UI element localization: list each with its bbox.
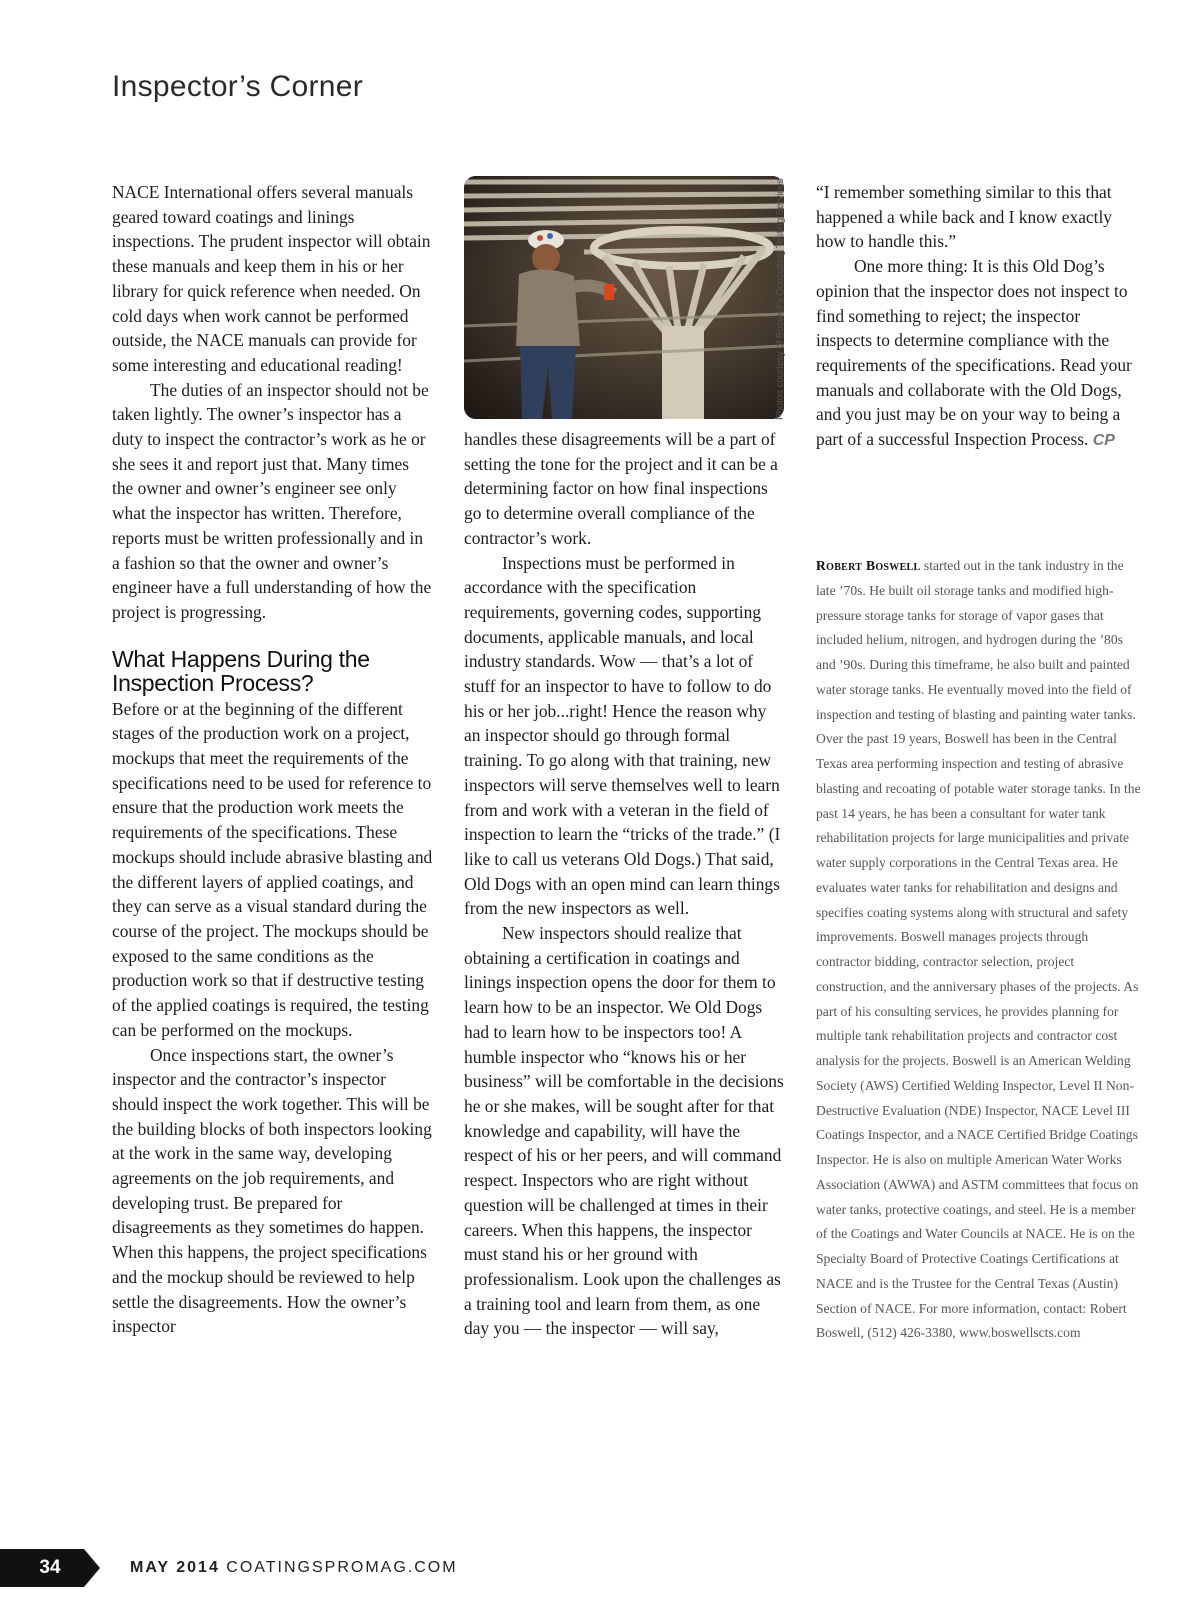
end-mark: CP [1092,432,1115,450]
paragraph: Once inspections start, the owner’s inspector and the contractor’s inspector should inspect the work together. This will be the building blocks of both inspectors looking at the work in the same way, developing agreements on the job requirements, and developing trust. Be prepared for disagreements as they sometimes do happen. When this happens, the project specifications and the mockup should be reviewed to help settle the disagreements. How the owner’s inspector [112,1044,432,1337]
section-title: Inspector’s Corner [112,70,364,103]
paragraph: NACE International offers several manuals geared toward coatings and linings inspections. The prudent inspector will obtain these manuals and keep them in his or her library for quick reference when needed. On cold days when work cannot be performed outside, the NACE manuals can provide for some interesting and educational reading! [112,182,431,375]
paragraph: Before or at the beginning of the different stages of the production work on a project, mockups that meet the requirements of the specifications need to be used for reference to ensure that the production work meets the requirements of the specifications. These mockups should include abrasive blasting and the different layers of applied coatings, and they can serve as a visual standard during the course of the project. The mockups should be exposed to the same conditions as the production work so that if destructive testing of the applied coatings is required, the testing can be performed on the mockups. [112,698,433,1040]
subheading: What Happens During the Inspection Process? [112,645,370,696]
bio-text: started out in the tank industry in the late ’70s. He built oil storage tanks and modified high-pressure storage tanks for storage of vapor gases that included helium, nitrogen, and hydrogen during the ’80s and ’90s. During this timeframe, he also built and painted water storage tanks. He eventually moved into the field of inspection and testing of blasting and painting water tanks. Over the past 19 years, Boswell has been in the Central Texas area performing inspection and testing of abrasive blasting and recoating of potable water storage tanks. In the past 14 years, he has been a consultant for water tank rehabilitation projects for large municipalities and private water supply corporations in the Central Texas area. He evaluates water tanks for rehabilitation and designs and specifies coating systems along with structural and safety improvements. Boswell manages projects through contractor bidding, contractor selection, project construction, and the anniversary phases of the projects. As part of his consulting services, he provides planning for multiple tank rehabilitation projects and contractor cost analysis for the projects. Boswell is an American Welding Society (AWS) Certified Welding Inspector, Level II Non-Destructive Evaluation (NDE) Inspector, NACE Level III Coatings Inspector, and a NACE Certified Bridge Coatings Inspector. He is also on multiple American Water Works Association (AWWA) and ASTM committees that focus on water tanks, protective coatings, and steel. He is a member of the Coatings and Water Councils at NACE. He is on the Specialty Board of Protective Coatings Certifications at NACE and is the Trustee for the Central Texas (Austin) Section of NACE. For more information, contact: Robert Boswell, (512) 426-3380, www.boswellscts.com [816,558,1141,1341]
website-link[interactable]: COATINGSPROMAG.COM [226,1559,458,1576]
footer-publication [130,1549,458,1587]
photo-credit: Photos courtesy of Boswell’s Consulting Testing Services [775,178,786,420]
paragraph: Inspections must be performed in accordance with the specification requirements, governing codes, supporting documents, applicable manuals, and local industry standards. Wow — that’s a lot of stuff for an inspector to have to follow to do his or her job...right! Hence the reason why an inspector should go through formal training. To go along with that training, new inspectors will serve themselves well to learn from and work with a veteran in the field of inspection to learn the “tricks of the trade.” (I like to call us veterans Old Dogs.) That said, Old Dogs with an open mind can learn things from the new inspectors as well. [464,552,781,919]
paragraph: The duties of an inspector should not be taken lightly. The owner’s inspector has a duty to inspect the contractor’s work as he or she sees it and report just that. Many times the owner and owner’s engineer see only what the inspector has written. Therefore, reports must be written professionally and in a fashion so that the owner and owner’s engineer have a full understanding of how the project is progressing. [112,379,432,622]
paragraph: New inspectors should realize that obtaining a certification in coatings and linings inspection opens the door for them to learn how to be an inspector. We Old Dogs had to learn how to be inspectors too! A humble inspector who “knows his or her business” will be comfortable in the decisions he or she makes, will be sought after for that knowledge and capability, will have the respect of his or her peers, and will command respect. Inspectors who are right without question will be challenged at times in their careers. When this happens, the inspector must stand his or her ground with professionalism. Look upon the challenges as a training tool and learn from them, as one day you — the inspector — will say, [464,923,784,1339]
paragraph: “I remember something similar to this that happened a while back and I know exactly how to handle this.” [816,182,1113,252]
column-2 [464,427,786,1341]
paragraph-text: One more thing: It is this Old Dog’s opinion that the inspector does not inspect to find something to reject; the inspector inspects to determine compliance with the requirements of the specifications. Read your manuals and collaborate with the Old Dogs, and you just may be on your way to being a part of a successful Inspection Process. [816,256,1132,450]
author-name: Robert Boswell [816,558,921,573]
paragraph [816,254,1138,454]
issue-date: MAY 2014 [130,1559,220,1576]
column-3 [816,180,1138,454]
inspector-photo [464,176,784,419]
photo-illustration [464,176,784,419]
author-bio [816,554,1142,1346]
page-number: 34 [39,1557,61,1578]
column-1 [112,180,434,1339]
paragraph: handles these disagreements will be a part of setting the tone for the project and it can be a determining factor on how final inspections go to determine overall compliance of the contractor’s work. [464,429,778,548]
page-footer [0,1549,1200,1589]
